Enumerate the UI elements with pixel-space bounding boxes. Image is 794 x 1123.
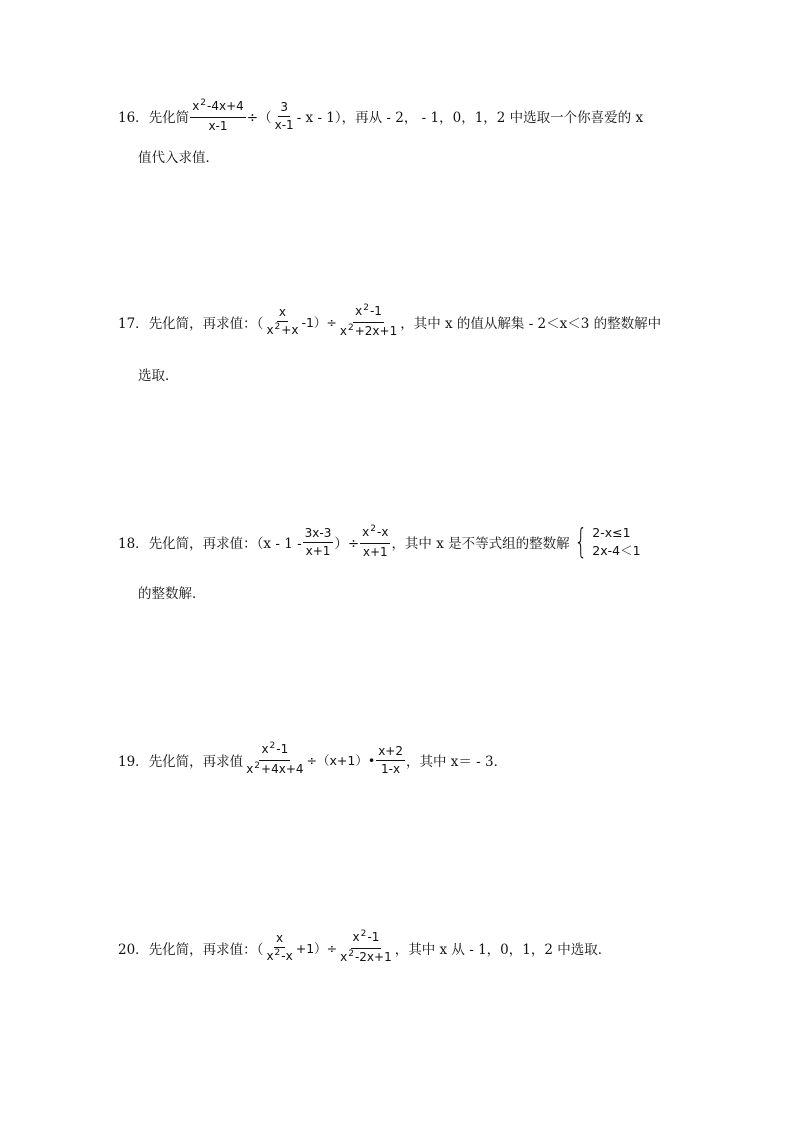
fraction-2-denominator: $x^2+2x+1$ xyxy=(339,322,398,338)
operator-text: ）÷ xyxy=(334,536,360,552)
problem-16-line2: 值代入求值． xyxy=(138,150,219,166)
operator-text: +1）÷ xyxy=(295,941,338,956)
fraction-2-numerator: $x^2-x$ xyxy=(360,525,390,544)
problem-tail: ，其中 x 的值从解集 - 2＜x＜3 的整数解中 xyxy=(400,316,662,332)
inequality-2: 2x-4＜1 xyxy=(592,543,641,558)
division-sign: ÷（ xyxy=(246,110,272,126)
problem-prefix: 先化简，再求值：（x - 1 - xyxy=(148,536,302,552)
problem-16-line1 xyxy=(118,96,678,136)
fraction-1 xyxy=(244,742,305,779)
problem-18-line2: 的整数解． xyxy=(138,586,206,602)
problem-tail: ，其中 x 从 - 1，0，1，2 中选取． xyxy=(394,942,612,958)
left-brace-icon: { xyxy=(573,522,587,562)
fraction-2-denominator: 1-x xyxy=(381,761,401,776)
fraction-1 xyxy=(303,526,334,559)
problem-18 xyxy=(118,522,678,602)
fraction-2-denominator: x+1 xyxy=(362,544,388,559)
inequality-lines xyxy=(592,524,640,560)
fraction-2-numerator: $x^2-1$ xyxy=(351,930,382,949)
inequality-1: 2-x≤1 xyxy=(592,525,631,540)
problem-20-line1 xyxy=(118,928,678,968)
problem-prefix: 先化简，再求值：（ xyxy=(148,316,264,332)
fraction-1-numerator: $x^2-4x+4$ xyxy=(190,99,246,118)
problem-number: 16． xyxy=(118,110,149,126)
problem-20 xyxy=(118,928,678,968)
fraction-1-denominator: $x^2+x$ xyxy=(266,321,299,337)
fraction-1 xyxy=(264,305,300,340)
problem-19-line1 xyxy=(118,740,678,780)
problem-prefix: 先化简，再求值 xyxy=(148,754,244,770)
problem-prefix: 先化简，再求值：（ xyxy=(148,942,264,958)
fraction-1-denominator: $x^2-x$ xyxy=(266,947,293,963)
fraction-1-denominator: $x^2+4x+4$ xyxy=(246,760,304,776)
problem-prefix: 先化简 xyxy=(148,110,190,126)
problem-16 xyxy=(118,96,678,166)
fraction-2 xyxy=(360,525,390,560)
fraction-2-denominator: x-1 xyxy=(274,117,294,132)
fraction-2-numerator: 3 xyxy=(278,100,290,117)
problem-19 xyxy=(118,740,678,780)
problem-number: 18． xyxy=(118,536,149,552)
fraction-2 xyxy=(338,930,394,967)
problem-17-line1 xyxy=(118,302,678,342)
problem-18-line1 xyxy=(118,522,678,562)
fraction-1-numerator: 3x-3 xyxy=(303,526,334,543)
fraction-2-denominator: $x^2-2x+1$ xyxy=(340,948,392,964)
problem-17-line2: 选取． xyxy=(138,368,179,384)
fraction-1-denominator: x-1 xyxy=(208,118,228,133)
fraction-1 xyxy=(264,931,294,966)
problem-number: 20． xyxy=(118,942,149,958)
problem-number: 17． xyxy=(118,316,149,332)
fraction-1-numerator: x xyxy=(274,931,285,948)
fraction-2 xyxy=(338,304,399,341)
fraction-2-numerator: x+2 xyxy=(376,744,405,761)
fraction-1 xyxy=(190,99,246,134)
fraction-2 xyxy=(273,100,296,133)
problem-17 xyxy=(118,302,678,384)
operator-text: ÷（x+1）• xyxy=(306,753,376,768)
operator-text: -1）÷ xyxy=(301,315,337,330)
problem-tail: ，其中 x＝ - 3． xyxy=(405,754,508,770)
problem-tail: - x - 1），再从 - 2， - 1，0，1，2 中选取一个你喜爱的 x xyxy=(296,110,644,126)
fraction-1-numerator: $x^2-1$ xyxy=(259,742,290,761)
fraction-1-numerator: x xyxy=(277,305,288,322)
fraction-2 xyxy=(376,744,405,777)
problem-number: 19． xyxy=(118,754,149,770)
problem-tail: ，其中 x 是不等式组的整数解 xyxy=(391,536,570,552)
inequality-system xyxy=(570,524,641,560)
fraction-1-denominator: x+1 xyxy=(305,543,331,558)
fraction-2-numerator: $x^2-1$ xyxy=(353,304,384,323)
